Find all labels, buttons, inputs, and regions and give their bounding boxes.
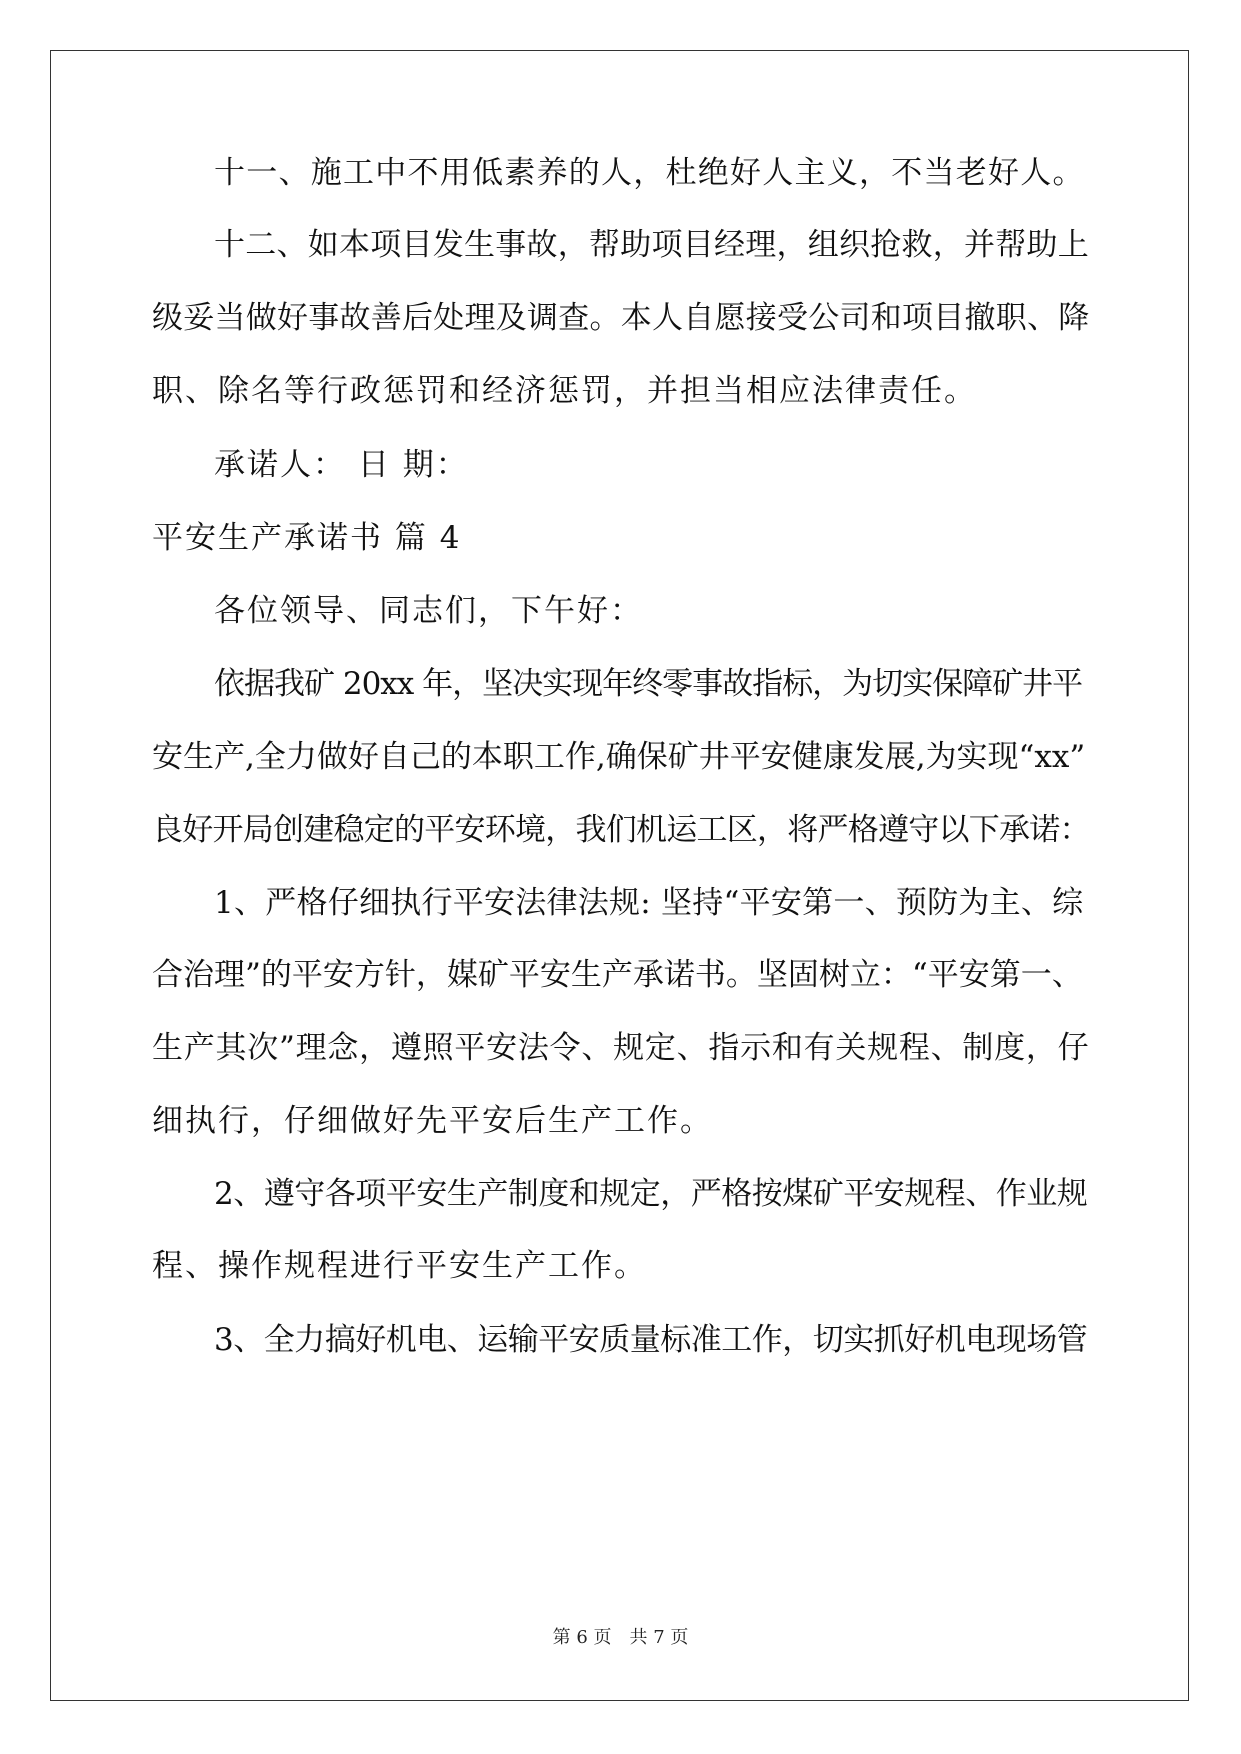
text-line: 依据我矿 20xx 年，坚决实现年终零事故指标，为切实保障矿井平 bbox=[214, 666, 1083, 702]
text-line: 1、严格仔细执行平安法律法规: 坚持“平安第一、预防为主、综 bbox=[214, 885, 1084, 921]
text-line: 生产其次”理念，遵照平安法令、规定、指示和有关规程、制度，仔 bbox=[152, 1030, 1090, 1066]
text-line: 十一、施工中不用低素养的人，杜绝好人主义，不当老好人。 bbox=[214, 155, 1085, 191]
page-number: 第 6 页 bbox=[552, 1627, 612, 1648]
text-line: 各位领导、同志们，下午好： bbox=[214, 593, 643, 629]
text-line: 级妥当做好事故善后处理及调查。本人自愿接受公司和项目撤职、降 bbox=[152, 300, 1090, 336]
text-line: 职、除名等行政惩罚和经济惩罚，并担当相应法律责任。 bbox=[152, 373, 977, 409]
section-heading: 平安生产承诺书 篇 4 bbox=[152, 520, 462, 556]
text-line: 十二、如本项目发生事故，帮助项目经理，组织抢救，并帮助上 bbox=[214, 227, 1089, 263]
text-line: 2、遵守各项平安生产制度和规定，严格按煤矿平安规程、作业规 bbox=[214, 1176, 1088, 1212]
text-line: 细执行，仔细做好先平安后生产工作。 bbox=[152, 1103, 713, 1139]
text-line: 安生产,全力做好自己的本职工作,确保矿井平安健康发展,为实现“xx” bbox=[152, 739, 1086, 775]
page-total: 共 7 页 bbox=[629, 1627, 689, 1648]
text-line: 合治理”的平安方针，媒矿平安生产承诺书。坚固树立：“平安第一、 bbox=[152, 957, 1083, 993]
text-line: 程、操作规程进行平安生产工作。 bbox=[152, 1248, 647, 1284]
signature-line: 承诺人： 日 期： bbox=[214, 447, 469, 483]
page-footer bbox=[0, 1626, 1241, 1650]
text-line: 良好开局创建稳定的平安环境，我们机运工区，将严格遵守以下承诺： bbox=[152, 812, 1090, 848]
text-line: 3、全力搞好机电、运输平安质量标准工作，切实抓好机电现场管 bbox=[214, 1322, 1088, 1358]
